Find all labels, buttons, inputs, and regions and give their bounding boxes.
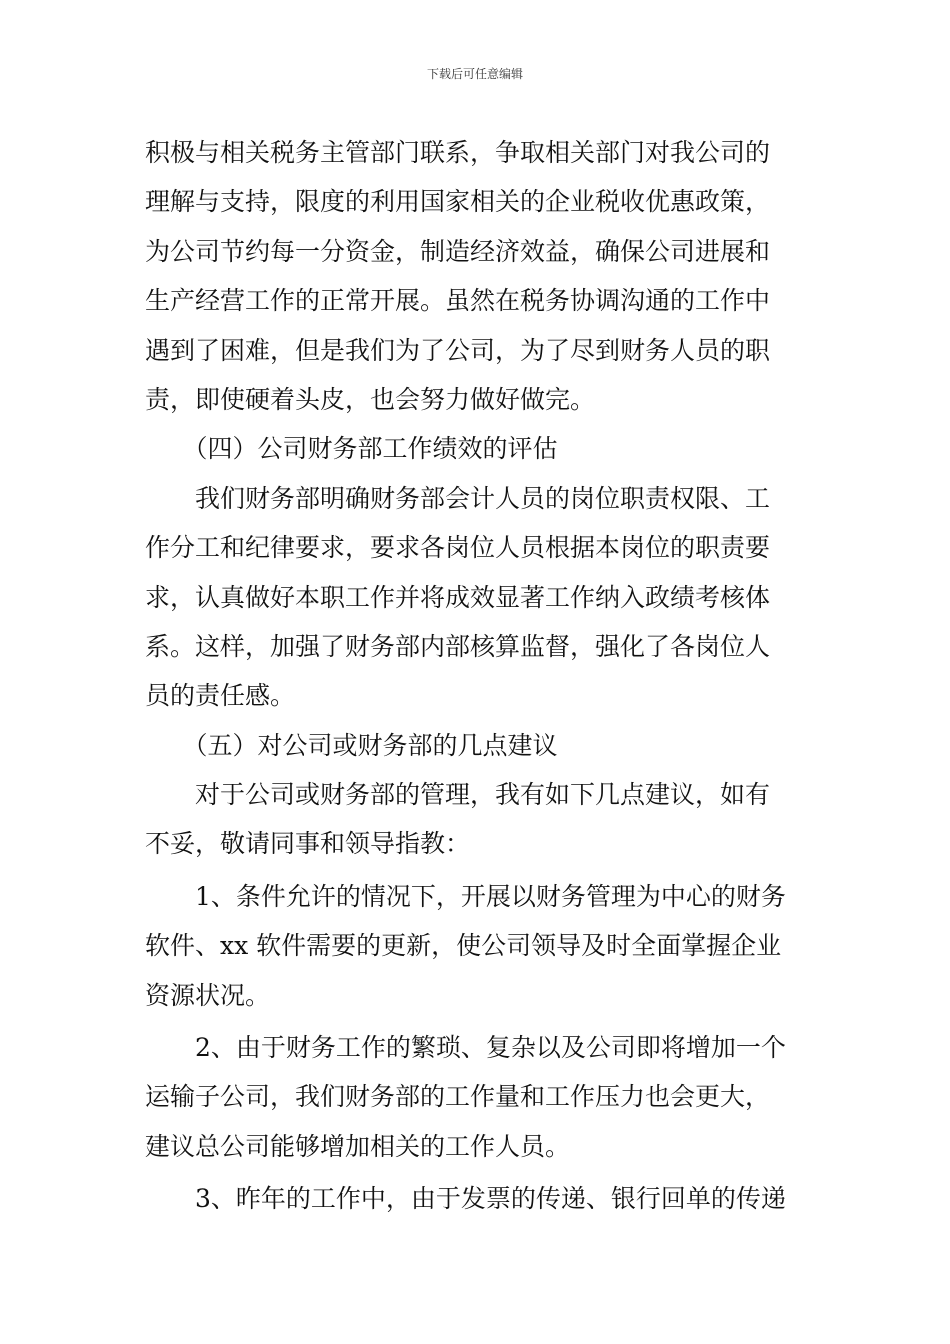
- text-line: 理解与支持，限度的利用国家相关的企业税收优惠政策，: [145, 187, 771, 217]
- text-line: 作分工和纪律要求，要求各岗位人员根据本岗位的职责要: [145, 533, 771, 563]
- text-line: 积极与相关税务主管部门联系，争取相关部门对我公司的: [145, 138, 771, 167]
- page-header: 下载后可任意编辑: [426, 67, 523, 81]
- text-line: 遇到了困难，但是我们为了公司，为了尽到财务人员的职: [145, 335, 771, 365]
- section-heading: （四）公司财务部工作绩效的评估: [145, 434, 558, 464]
- text-line: 对于公司或财务部的管理，我有如下几点建议，如有: [145, 780, 771, 810]
- text-line: 责，即使硬着头皮，也会努力做好做完。: [145, 384, 596, 414]
- text-line: 求，认真做好本职工作并将成效显著工作纳入政绩考核体: [145, 582, 771, 612]
- section-heading: （五）对公司或财务部的几点建议: [145, 730, 558, 760]
- text-line: 为公司节约每一分资金，制造经济效益，确保公司进展和: [145, 236, 771, 266]
- list-item-line: 运输子公司，我们财务部的工作量和工作压力也会更大，: [145, 1082, 771, 1112]
- document-body: [145, 128, 810, 1224]
- text-line: 员的责任感。: [145, 681, 296, 711]
- text-line: 不妥，敬请同事和领导指教：: [145, 829, 471, 859]
- list-item-line: 资源状况。: [145, 980, 271, 1010]
- list-item-line: 1、条件允许的情况下，开展以财务管理为中心的财务: [145, 881, 786, 911]
- text-line: 生产经营工作的正常开展。虽然在税务协调沟通的工作中: [145, 286, 771, 316]
- list-item-line: 软件、xx 软件需要的更新，使公司领导及时全面掌握企业: [145, 931, 782, 961]
- list-item-line: 2、由于财务工作的繁琐、复杂以及公司即将增加一个: [145, 1033, 786, 1063]
- list-item-line: 3、昨年的工作中，由于发票的传递、银行回单的传递: [145, 1184, 786, 1214]
- text-line: 我们财务部明确财务部会计人员的岗位职责权限、工: [145, 483, 771, 513]
- text-line: 系。这样，加强了财务部内部核算监督，强化了各岗位人: [145, 631, 771, 661]
- list-item-line: 建议总公司能够增加相关的工作人员。: [145, 1131, 571, 1161]
